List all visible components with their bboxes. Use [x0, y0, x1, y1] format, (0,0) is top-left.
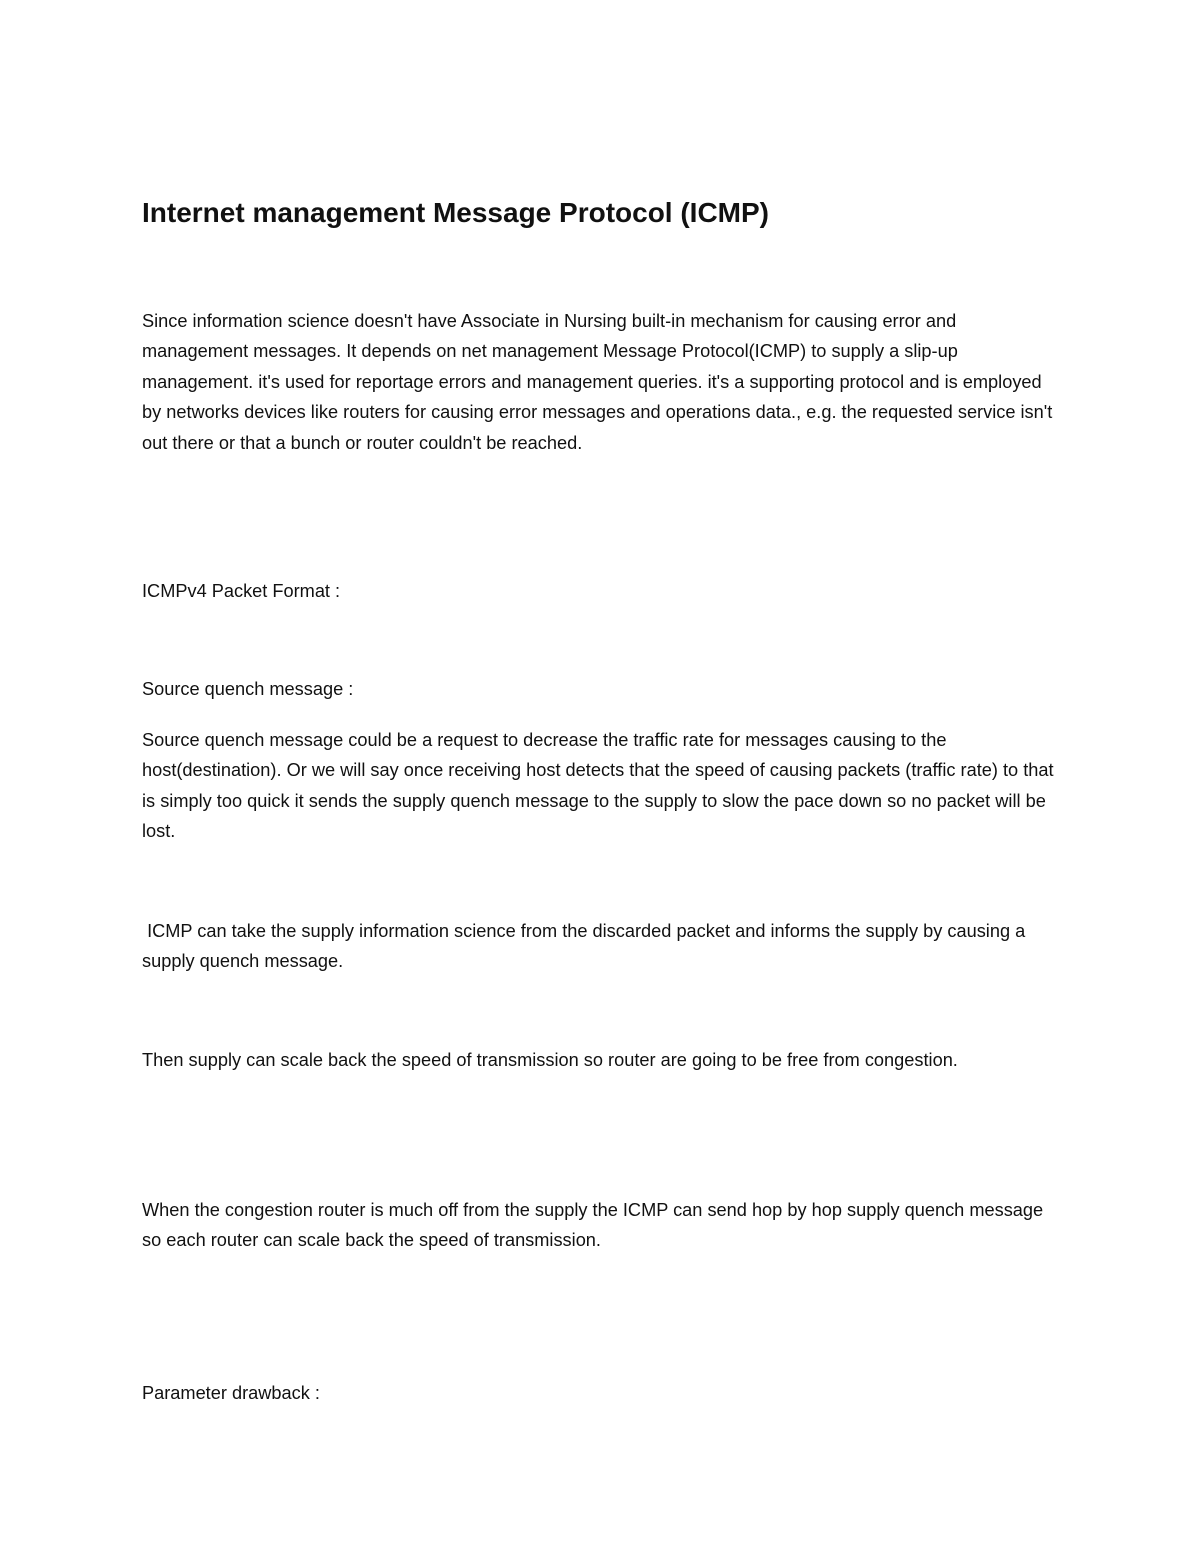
document-title: Internet management Message Protocol (ICMP)	[142, 197, 770, 228]
source-quench-paragraph: Source quench message could be a request to decrease the traffic rate for messages causing to the host(destination). Or we will say once receiving host detects that the speed of causing packets (traffic rate) to that is simply too quick it sends the supply quench message to the supply to slow the pace down so no packet will be lost.	[142, 730, 1054, 842]
intro-paragraph: Since information science doesn't have Associate in Nursing built-in mechanism for causing error and management messages. It depends on net management Message Protocol(ICMP) to supply a slip-up management. it's used for reportage errors and management queries. it's a supporting protocol and is employed by networks devices like routers for causing error messages and operations data., e.g. the requested service isn't out there or that a bunch or router couldn't be reached.	[142, 311, 1053, 453]
packet-format-heading: ICMPv4 Packet Format :	[142, 581, 341, 601]
transmission-paragraph: Then supply can scale back the speed of transmission so router are going to be free from congestion.	[142, 1050, 958, 1070]
source-quench-heading: Source quench message :	[142, 679, 354, 699]
icmp-info-paragraph: ICMP can take the supply information science from the discarded packet and informs the supply by causing a supply quench message.	[142, 921, 1031, 972]
parameter-heading: Parameter drawback :	[142, 1383, 320, 1403]
hop-by-hop-paragraph: When the congestion router is much off from the supply the ICMP can send hop by hop supply quench message so each router can scale back the speed of transmission.	[142, 1200, 1044, 1251]
